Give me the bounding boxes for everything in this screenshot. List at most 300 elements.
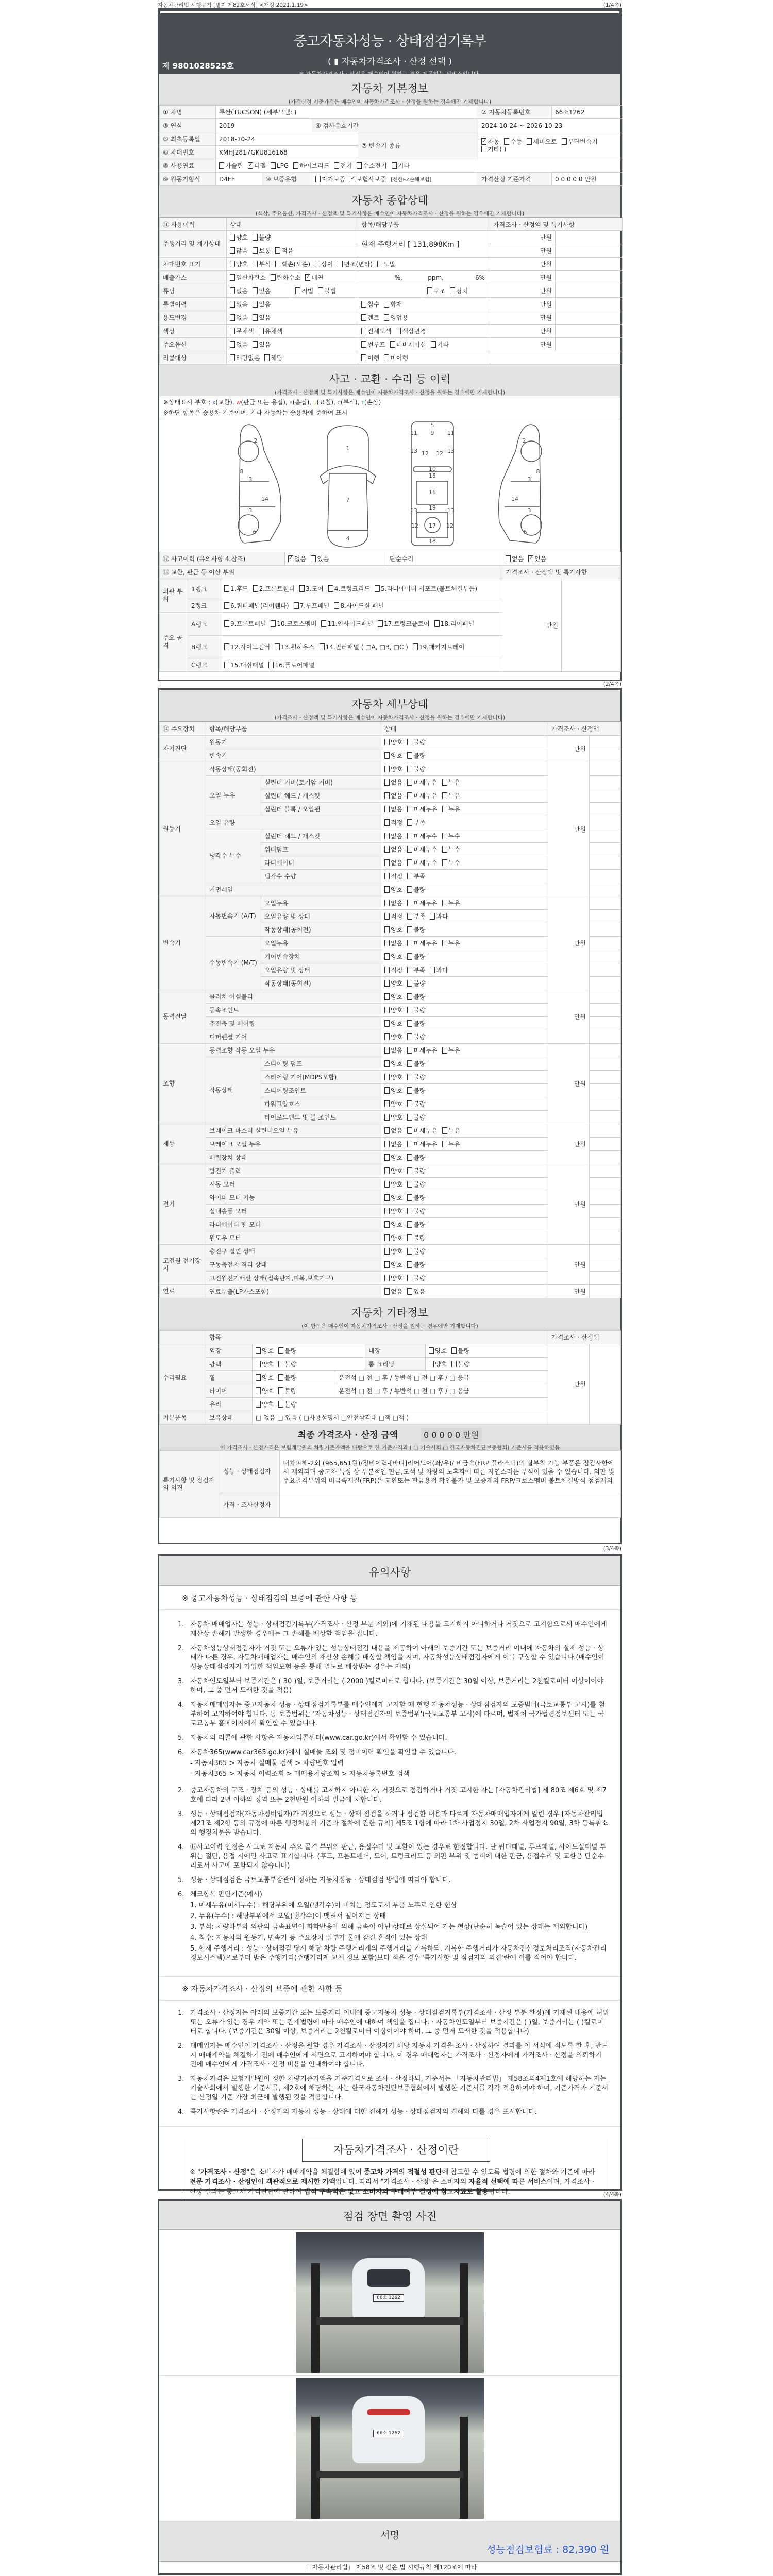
checked-box-icon[interactable] <box>305 274 310 281</box>
checkbox-icon[interactable] <box>384 1167 390 1174</box>
checkbox-icon[interactable] <box>407 913 412 920</box>
price-note-cell[interactable] <box>590 762 621 776</box>
price-note-cell[interactable] <box>556 271 623 284</box>
checkbox-icon[interactable] <box>407 1033 412 1040</box>
part-checkbox[interactable] <box>253 585 295 593</box>
checkbox-option[interactable] <box>253 340 271 349</box>
checkbox-icon[interactable] <box>268 662 274 668</box>
checkbox-option[interactable] <box>384 1233 402 1242</box>
checkbox-icon[interactable] <box>384 940 390 946</box>
checkbox-icon[interactable] <box>384 1060 390 1067</box>
checkbox-icon[interactable] <box>407 1100 412 1107</box>
checkbox-icon[interactable] <box>407 993 412 1000</box>
checkbox-option[interactable] <box>384 965 402 974</box>
checkbox-option[interactable] <box>407 845 437 854</box>
checkbox-icon[interactable] <box>299 585 305 592</box>
checkbox-option[interactable] <box>407 1193 425 1202</box>
checkbox-icon[interactable] <box>407 1181 412 1188</box>
checkbox-option[interactable] <box>527 138 557 146</box>
checkbox-icon[interactable] <box>384 1248 390 1255</box>
checkbox-option[interactable] <box>407 1233 425 1242</box>
checkbox-icon[interactable] <box>384 1087 390 1094</box>
price-note-cell[interactable] <box>590 1071 621 1084</box>
checkbox-option[interactable] <box>230 233 248 242</box>
checkbox-icon[interactable] <box>253 234 258 241</box>
checkbox-option[interactable] <box>384 1046 402 1055</box>
checkbox-icon[interactable] <box>256 1401 261 1408</box>
checkbox-icon[interactable] <box>407 739 412 745</box>
checkbox-icon[interactable] <box>256 1361 261 1367</box>
checkbox-icon[interactable] <box>361 354 366 361</box>
checkbox-option[interactable] <box>396 327 426 335</box>
checkbox-option[interactable] <box>407 1153 425 1162</box>
checkbox-icon[interactable] <box>442 940 447 946</box>
checkbox-icon[interactable] <box>271 274 276 281</box>
checkbox-icon[interactable] <box>230 261 235 267</box>
checkbox-icon[interactable] <box>413 643 418 650</box>
checkbox-option[interactable] <box>318 286 336 295</box>
price-note-cell[interactable] <box>590 1124 621 1138</box>
checkbox-icon[interactable] <box>230 341 235 348</box>
checkbox-icon[interactable] <box>442 1141 447 1147</box>
checkbox-icon[interactable] <box>384 1007 390 1013</box>
price-note-cell[interactable] <box>590 1138 621 1151</box>
checkbox-icon[interactable] <box>407 1248 412 1255</box>
checkbox-icon[interactable] <box>230 301 235 308</box>
checkbox-option[interactable] <box>384 300 402 309</box>
checkbox-icon[interactable] <box>384 1194 390 1201</box>
checkbox-icon[interactable] <box>328 585 333 592</box>
checkbox-option[interactable] <box>407 885 425 894</box>
checkbox-icon[interactable] <box>334 602 339 609</box>
checkbox-option[interactable] <box>431 340 449 349</box>
price-note-cell[interactable] <box>556 231 623 244</box>
checkbox-option[interactable] <box>407 1032 425 1041</box>
checkbox-icon[interactable] <box>504 138 509 145</box>
checkbox-option[interactable] <box>384 899 402 907</box>
checkbox-icon[interactable] <box>338 261 343 267</box>
checkbox-option[interactable] <box>311 554 329 563</box>
checkbox-option[interactable] <box>361 300 379 309</box>
checkbox-icon[interactable] <box>407 967 412 973</box>
checkbox-icon[interactable] <box>396 328 401 334</box>
price-note-cell[interactable] <box>556 298 623 311</box>
checkbox-option[interactable] <box>407 1274 425 1282</box>
price-note-cell[interactable] <box>556 244 623 258</box>
checkbox-option[interactable] <box>384 1113 402 1122</box>
checkbox-icon[interactable] <box>407 1020 412 1027</box>
checkbox-option[interactable] <box>384 872 402 880</box>
checkbox-option[interactable] <box>384 1207 402 1215</box>
checkbox-icon[interactable] <box>407 953 412 960</box>
checkbox-option[interactable] <box>230 353 260 362</box>
checkbox-icon[interactable] <box>407 766 412 772</box>
checkbox-icon[interactable] <box>407 940 412 946</box>
checkbox-icon[interactable] <box>253 314 258 321</box>
checkbox-icon[interactable] <box>384 1100 390 1107</box>
checkbox-icon[interactable] <box>407 1127 412 1134</box>
checkbox-option[interactable] <box>407 751 425 760</box>
checkbox-option[interactable] <box>384 1180 402 1189</box>
checkbox-icon[interactable] <box>224 620 229 627</box>
checkbox-option[interactable] <box>315 175 345 183</box>
checkbox-option[interactable] <box>429 1346 447 1355</box>
checkbox-option[interactable] <box>384 845 402 854</box>
checkbox-option[interactable] <box>315 260 333 268</box>
price-note-cell[interactable] <box>590 749 621 762</box>
checked-box-icon[interactable] <box>350 176 355 182</box>
checkbox-option[interactable] <box>230 260 248 268</box>
checkbox-option[interactable] <box>384 1006 402 1014</box>
checkbox-icon[interactable] <box>230 287 235 294</box>
price-note-cell[interactable] <box>590 1231 621 1245</box>
checkbox-icon[interactable] <box>384 1020 390 1027</box>
checked-box-icon[interactable] <box>481 138 486 145</box>
price-note-cell[interactable] <box>590 1258 621 1272</box>
inspection-photo-front[interactable] <box>296 2232 484 2373</box>
checkbox-option[interactable] <box>384 1274 402 1282</box>
checkbox-option[interactable] <box>407 1260 425 1269</box>
checkbox-icon[interactable] <box>442 792 447 799</box>
checkbox-icon[interactable] <box>357 162 362 169</box>
checkbox-option[interactable] <box>275 246 293 255</box>
checkbox-icon[interactable] <box>427 287 432 294</box>
checkbox-icon[interactable] <box>442 900 447 906</box>
checkbox-icon[interactable] <box>384 859 390 866</box>
checkbox-icon[interactable] <box>230 247 235 254</box>
part-checkbox[interactable] <box>271 620 316 628</box>
checkbox-icon[interactable] <box>224 602 229 609</box>
checkbox-option[interactable] <box>407 899 437 907</box>
checkbox-option[interactable] <box>384 765 402 773</box>
checkbox-option[interactable] <box>407 992 425 1001</box>
checkbox-icon[interactable] <box>407 779 412 786</box>
checkbox-option[interactable] <box>384 939 402 947</box>
checkbox-option[interactable] <box>407 791 437 800</box>
checkbox-option[interactable] <box>407 818 425 827</box>
price-note-cell[interactable] <box>590 1057 621 1071</box>
checkbox-option[interactable] <box>275 260 310 268</box>
checkbox-icon[interactable] <box>253 287 258 294</box>
checkbox-icon[interactable] <box>384 1074 390 1080</box>
checkbox-option[interactable] <box>407 1099 425 1108</box>
checkbox-option[interactable] <box>451 1360 469 1368</box>
part-checkbox[interactable] <box>378 620 430 628</box>
checkbox-option[interactable] <box>256 1373 274 1382</box>
checkbox-option[interactable] <box>442 845 460 854</box>
checkbox-option[interactable] <box>278 1373 296 1382</box>
checkbox-icon[interactable] <box>442 806 447 812</box>
checkbox-option[interactable] <box>528 554 546 563</box>
price-note-cell[interactable] <box>590 1111 621 1124</box>
price-note-cell[interactable] <box>590 1218 621 1231</box>
checkbox-icon[interactable] <box>384 1141 390 1147</box>
checkbox-option[interactable] <box>384 1153 402 1162</box>
checkbox-icon[interactable] <box>230 354 235 361</box>
checkbox-icon[interactable] <box>392 162 397 169</box>
checkbox-option[interactable] <box>230 327 254 335</box>
checkbox-icon[interactable] <box>384 886 390 893</box>
checkbox-icon[interactable] <box>384 1208 390 1214</box>
part-checkbox[interactable] <box>224 620 266 628</box>
checkbox-option[interactable] <box>407 1247 425 1256</box>
checkbox-icon[interactable] <box>407 1208 412 1214</box>
checkbox-icon[interactable] <box>407 1221 412 1228</box>
checkbox-icon[interactable] <box>407 1114 412 1121</box>
checkbox-option[interactable] <box>430 912 448 921</box>
checkbox-icon[interactable] <box>407 1060 412 1067</box>
checkbox-option[interactable] <box>407 858 437 867</box>
checkbox-icon[interactable] <box>407 926 412 933</box>
checkbox-icon[interactable] <box>378 620 383 627</box>
checkbox-icon[interactable] <box>407 873 412 879</box>
checkbox-icon[interactable] <box>384 1234 390 1241</box>
checkbox-option[interactable] <box>450 286 468 295</box>
checkbox-icon[interactable] <box>407 752 412 759</box>
checkbox-option[interactable] <box>334 161 352 170</box>
checkbox-option[interactable] <box>384 858 402 867</box>
price-note-cell[interactable] <box>590 1205 621 1218</box>
checkbox-option[interactable] <box>407 1180 425 1189</box>
checkbox-option[interactable] <box>442 1140 460 1148</box>
checkbox-option[interactable] <box>384 1260 402 1269</box>
price-note-cell[interactable] <box>590 977 621 990</box>
price-note-cell[interactable] <box>556 311 623 325</box>
price-note-cell[interactable] <box>556 325 623 338</box>
checkbox-option[interactable] <box>384 992 402 1001</box>
checkbox-option[interactable] <box>293 161 329 170</box>
checkbox-option[interactable] <box>384 952 402 961</box>
price-note-cell[interactable] <box>590 1151 621 1164</box>
part-checkbox[interactable] <box>224 643 270 651</box>
checkbox-icon[interactable] <box>451 1361 457 1367</box>
checkbox-option[interactable] <box>407 1207 425 1215</box>
checkbox-option[interactable] <box>278 1346 296 1355</box>
checkbox-option[interactable] <box>384 885 402 894</box>
checkbox-icon[interactable] <box>384 806 390 812</box>
checkbox-icon[interactable] <box>375 585 380 592</box>
checkbox-option[interactable] <box>384 313 408 322</box>
checkbox-icon[interactable] <box>430 913 435 920</box>
checkbox-icon[interactable] <box>253 341 258 348</box>
checkbox-option[interactable] <box>357 161 386 170</box>
price-note-cell[interactable] <box>590 923 621 937</box>
checkbox-option[interactable] <box>253 246 271 255</box>
checkbox-option[interactable] <box>384 1220 402 1229</box>
checkbox-option[interactable] <box>384 1166 402 1175</box>
checkbox-icon[interactable] <box>318 287 323 294</box>
price-note-cell[interactable] <box>590 736 621 749</box>
price-note-cell[interactable] <box>556 284 623 298</box>
checkbox-option[interactable] <box>384 791 402 800</box>
checked-box-icon[interactable] <box>528 555 533 562</box>
checkbox-option[interactable] <box>384 1073 402 1081</box>
checkbox-icon[interactable] <box>442 1047 447 1054</box>
checkbox-icon[interactable] <box>315 176 321 182</box>
checkbox-icon[interactable] <box>384 993 390 1000</box>
checkbox-icon[interactable] <box>278 1401 283 1408</box>
checkbox-option[interactable] <box>384 1019 402 1028</box>
checkbox-option[interactable] <box>562 138 598 146</box>
checkbox-icon[interactable] <box>278 1374 283 1381</box>
checkbox-option[interactable] <box>430 965 448 974</box>
price-note-cell[interactable] <box>590 1285 621 1298</box>
checkbox-icon[interactable] <box>278 1361 283 1367</box>
checkbox-icon[interactable] <box>384 1127 390 1134</box>
checkbox-option[interactable] <box>384 832 402 840</box>
part-checkbox[interactable] <box>275 643 314 651</box>
checkbox-icon[interactable] <box>230 314 235 321</box>
checkbox-option[interactable] <box>442 1126 460 1135</box>
price-note-cell[interactable] <box>590 990 621 1004</box>
checkbox-icon[interactable] <box>407 1234 412 1241</box>
part-checkbox[interactable] <box>224 602 289 610</box>
part-checkbox[interactable] <box>328 585 370 593</box>
checkbox-icon[interactable] <box>430 967 435 973</box>
checkbox-icon[interactable] <box>429 1347 434 1354</box>
price-note-cell[interactable] <box>590 1344 621 1425</box>
checkbox-option[interactable] <box>278 1386 296 1395</box>
checkbox-icon[interactable] <box>219 162 224 169</box>
checkbox-icon[interactable] <box>407 806 412 812</box>
price-note-cell[interactable] <box>590 1017 621 1030</box>
checkbox-option[interactable] <box>278 1400 296 1409</box>
checkbox-option[interactable] <box>384 1287 402 1296</box>
checkbox-icon[interactable] <box>384 953 390 960</box>
checkbox-icon[interactable] <box>321 620 326 627</box>
checkbox-option[interactable] <box>253 300 271 309</box>
checkbox-icon[interactable] <box>384 833 390 839</box>
checkbox-icon[interactable] <box>431 341 436 348</box>
part-checkbox[interactable] <box>321 620 373 628</box>
checkbox-icon[interactable] <box>334 162 339 169</box>
checkbox-icon[interactable] <box>407 1087 412 1094</box>
part-checkbox[interactable] <box>268 661 314 669</box>
checkbox-option[interactable] <box>384 1086 402 1095</box>
checkbox-option[interactable] <box>253 260 271 268</box>
checkbox-option[interactable] <box>407 1073 425 1081</box>
checkbox-option[interactable] <box>407 1126 437 1135</box>
checkbox-option[interactable] <box>481 138 499 146</box>
checkbox-option[interactable] <box>305 273 323 282</box>
checkbox-option[interactable] <box>407 832 437 840</box>
checkbox-icon[interactable] <box>429 1361 434 1367</box>
checkbox-option[interactable] <box>384 912 402 921</box>
checkbox-option[interactable] <box>427 286 445 295</box>
price-note-cell[interactable] <box>556 338 623 351</box>
checkbox-icon[interactable] <box>384 1261 390 1268</box>
checkbox-icon[interactable] <box>384 980 390 987</box>
checkbox-option[interactable] <box>407 1086 425 1095</box>
checkbox-option[interactable] <box>271 162 289 170</box>
checkbox-icon[interactable] <box>384 1275 390 1281</box>
part-checkbox[interactable] <box>299 585 324 593</box>
checkbox-option[interactable] <box>407 1140 437 1148</box>
checkbox-option[interactable] <box>361 340 385 349</box>
price-note-cell[interactable] <box>590 803 621 816</box>
checkbox-option[interactable] <box>278 1360 296 1368</box>
checkbox-option[interactable] <box>384 1059 402 1068</box>
checkbox-icon[interactable] <box>384 779 390 786</box>
checkbox-icon[interactable] <box>384 301 389 308</box>
checkbox-icon[interactable] <box>442 859 447 866</box>
checkbox-icon[interactable] <box>407 859 412 866</box>
checkbox-option[interactable] <box>253 313 271 322</box>
checkbox-icon[interactable] <box>407 886 412 893</box>
price-note-cell[interactable] <box>590 1044 621 1057</box>
checkbox-option[interactable] <box>350 175 386 183</box>
checkbox-icon[interactable] <box>384 1154 390 1161</box>
price-note-cell[interactable] <box>590 1097 621 1111</box>
part-checkbox[interactable] <box>224 585 248 593</box>
checkbox-option[interactable] <box>219 161 243 170</box>
checkbox-icon[interactable] <box>384 913 390 920</box>
checkbox-icon[interactable] <box>230 274 235 281</box>
checkbox-icon[interactable] <box>384 900 390 906</box>
price-note-cell[interactable] <box>590 1084 621 1097</box>
checkbox-icon[interactable] <box>230 328 235 334</box>
price-note-cell[interactable] <box>590 789 621 803</box>
checkbox-icon[interactable] <box>481 146 486 152</box>
checkbox-icon[interactable] <box>450 287 455 294</box>
checkbox-option[interactable] <box>230 300 248 309</box>
checkbox-icon[interactable] <box>275 261 280 267</box>
price-note-cell[interactable] <box>590 1272 621 1285</box>
price-note-cell[interactable] <box>590 870 621 883</box>
checkbox-icon[interactable] <box>384 846 390 853</box>
part-checkbox[interactable] <box>224 661 264 669</box>
checkbox-option[interactable] <box>384 1032 402 1041</box>
checkbox-option[interactable] <box>442 832 460 840</box>
checkbox-option[interactable] <box>384 805 402 814</box>
checkbox-option[interactable] <box>442 939 460 947</box>
checkbox-icon[interactable] <box>442 1127 447 1134</box>
price-note-cell[interactable] <box>590 776 621 789</box>
checkbox-option[interactable] <box>442 791 460 800</box>
checkbox-icon[interactable] <box>407 1288 412 1295</box>
checkbox-option[interactable] <box>384 778 402 787</box>
checkbox-icon[interactable] <box>384 739 390 745</box>
price-note-cell[interactable] <box>590 1164 621 1178</box>
checkbox-option[interactable] <box>407 805 437 814</box>
checkbox-icon[interactable] <box>407 1261 412 1268</box>
part-checkbox[interactable] <box>320 643 408 651</box>
price-note-cell[interactable] <box>590 1004 621 1017</box>
checkbox-icon[interactable] <box>407 1275 412 1281</box>
checkbox-icon[interactable] <box>384 1047 390 1054</box>
checkbox-icon[interactable] <box>506 555 511 562</box>
checkbox-icon[interactable] <box>407 1167 412 1174</box>
checkbox-option[interactable] <box>442 899 460 907</box>
checkbox-icon[interactable] <box>407 846 412 853</box>
checkbox-option[interactable] <box>256 1346 274 1355</box>
checkbox-option[interactable] <box>264 353 282 362</box>
checkbox-icon[interactable] <box>407 1194 412 1201</box>
part-checkbox[interactable] <box>413 643 465 651</box>
checkbox-icon[interactable] <box>442 779 447 786</box>
checked-box-icon[interactable] <box>288 555 293 562</box>
checkbox-icon[interactable] <box>230 234 235 241</box>
checkbox-option[interactable] <box>407 1166 425 1175</box>
checkbox-icon[interactable] <box>271 162 276 169</box>
checkbox-icon[interactable] <box>384 1288 390 1295</box>
checkbox-option[interactable] <box>377 260 395 268</box>
checkbox-icon[interactable] <box>311 555 316 562</box>
checkbox-option[interactable] <box>407 952 425 961</box>
checkbox-option[interactable] <box>392 161 410 170</box>
checkbox-icon[interactable] <box>407 819 412 826</box>
checkbox-option[interactable] <box>230 273 266 282</box>
